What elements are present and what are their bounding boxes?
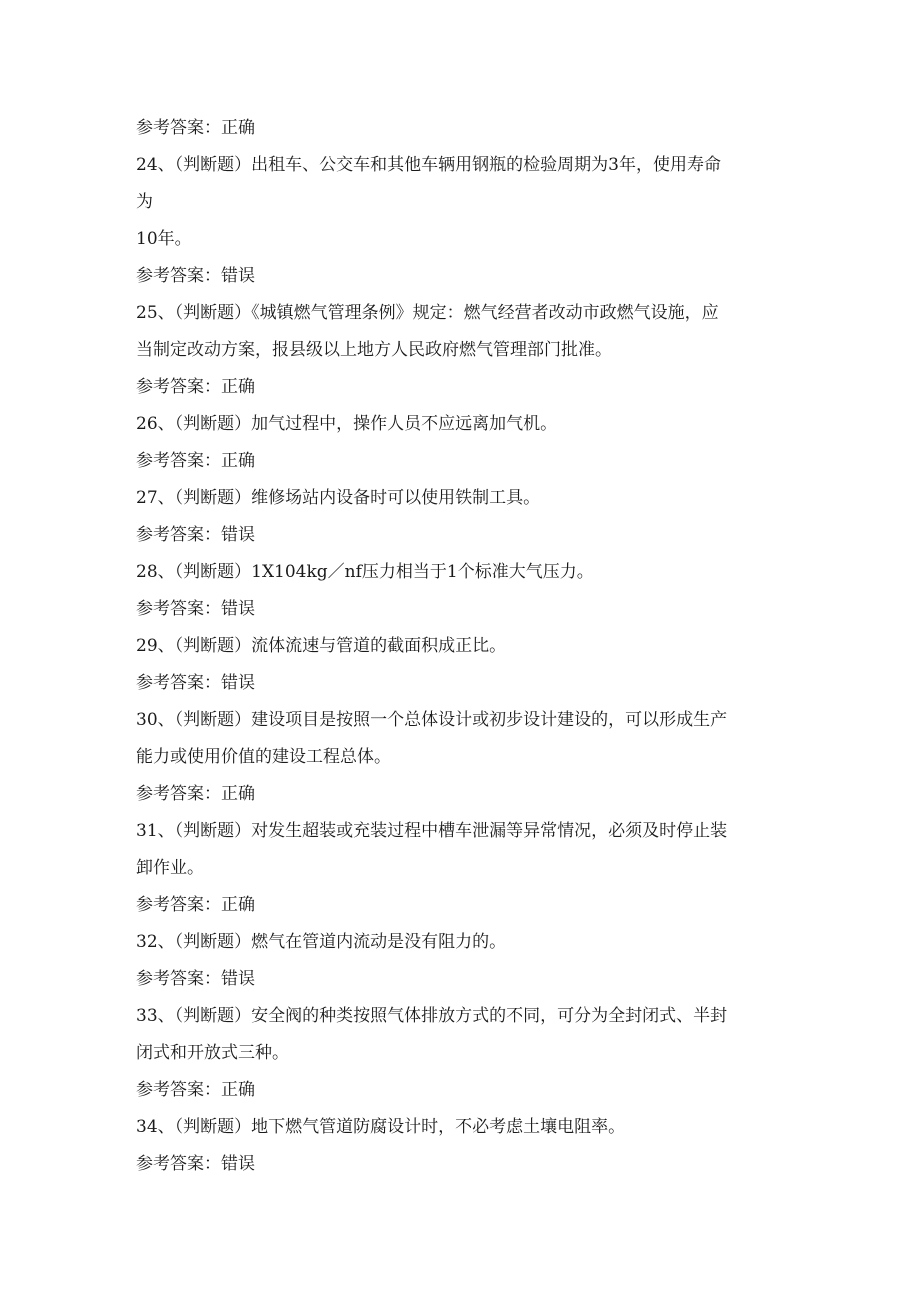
question-line: 能力或使用价值的建设工程总体。	[136, 747, 391, 767]
question-line: 24、（判断题）出租车、公交车和其他车辆用钢瓶的检验周期为3年，使用寿命	[136, 155, 721, 175]
answer-line: 参考答案：错误	[136, 969, 255, 989]
answer-line: 参考答案：错误	[136, 525, 255, 545]
question-line: 26、（判断题）加气过程中，操作人员不应远离加气机。	[136, 414, 558, 434]
question-line: 卸作业。	[136, 858, 204, 878]
question-line: 29、（判断题）流体流速与管道的截面积成正比。	[136, 636, 507, 656]
answer-line: 参考答案：错误	[136, 599, 255, 619]
question-line: 27、（判断题）维修场站内设备时可以使用铁制工具。	[136, 488, 541, 508]
answer-line: 参考答案：错误	[136, 1154, 255, 1174]
question-line: 31、（判断题）对发生超装或充装过程中槽车泄漏等异常情况，必须及时停止装	[136, 821, 728, 841]
question-line: 闭式和开放式三种。	[136, 1043, 289, 1063]
answer-line: 参考答案：正确	[136, 1080, 255, 1100]
question-line: 30、（判断题）建设项目是按照一个总体设计或初步设计建设的，可以形成生产	[136, 710, 728, 730]
question-list	[136, 110, 786, 1183]
question-line: 当制定改动方案，报县级以上地方人民政府燃气管理部门批准。	[136, 340, 612, 360]
question-line: 33、（判断题）安全阀的种类按照气体排放方式的不同，可分为全封闭式、半封	[136, 1006, 728, 1026]
question-line: 10年。	[136, 229, 192, 249]
question-line: 34、（判断题）地下燃气管道防腐设计时，不必考虑土壤电阻率。	[136, 1117, 626, 1137]
answer-line: 参考答案：正确	[136, 118, 255, 138]
question-line: 25、（判断题）《城镇燃气管理条例》规定：燃气经营者改动市政燃气设施，应	[136, 303, 719, 323]
answer-line: 参考答案：正确	[136, 784, 255, 804]
question-line: 32、（判断题）燃气在管道内流动是没有阻力的。	[136, 932, 507, 952]
answer-line: 参考答案：正确	[136, 451, 255, 471]
answer-line: 参考答案：正确	[136, 895, 255, 915]
question-line: 为	[136, 192, 153, 212]
question-line: 28、（判断题）1X104kg／nf压力相当于1个标准大气压力。	[136, 562, 594, 582]
answer-line: 参考答案：错误	[136, 266, 255, 286]
answer-line: 参考答案：错误	[136, 673, 255, 693]
answer-line: 参考答案：正确	[136, 377, 255, 397]
